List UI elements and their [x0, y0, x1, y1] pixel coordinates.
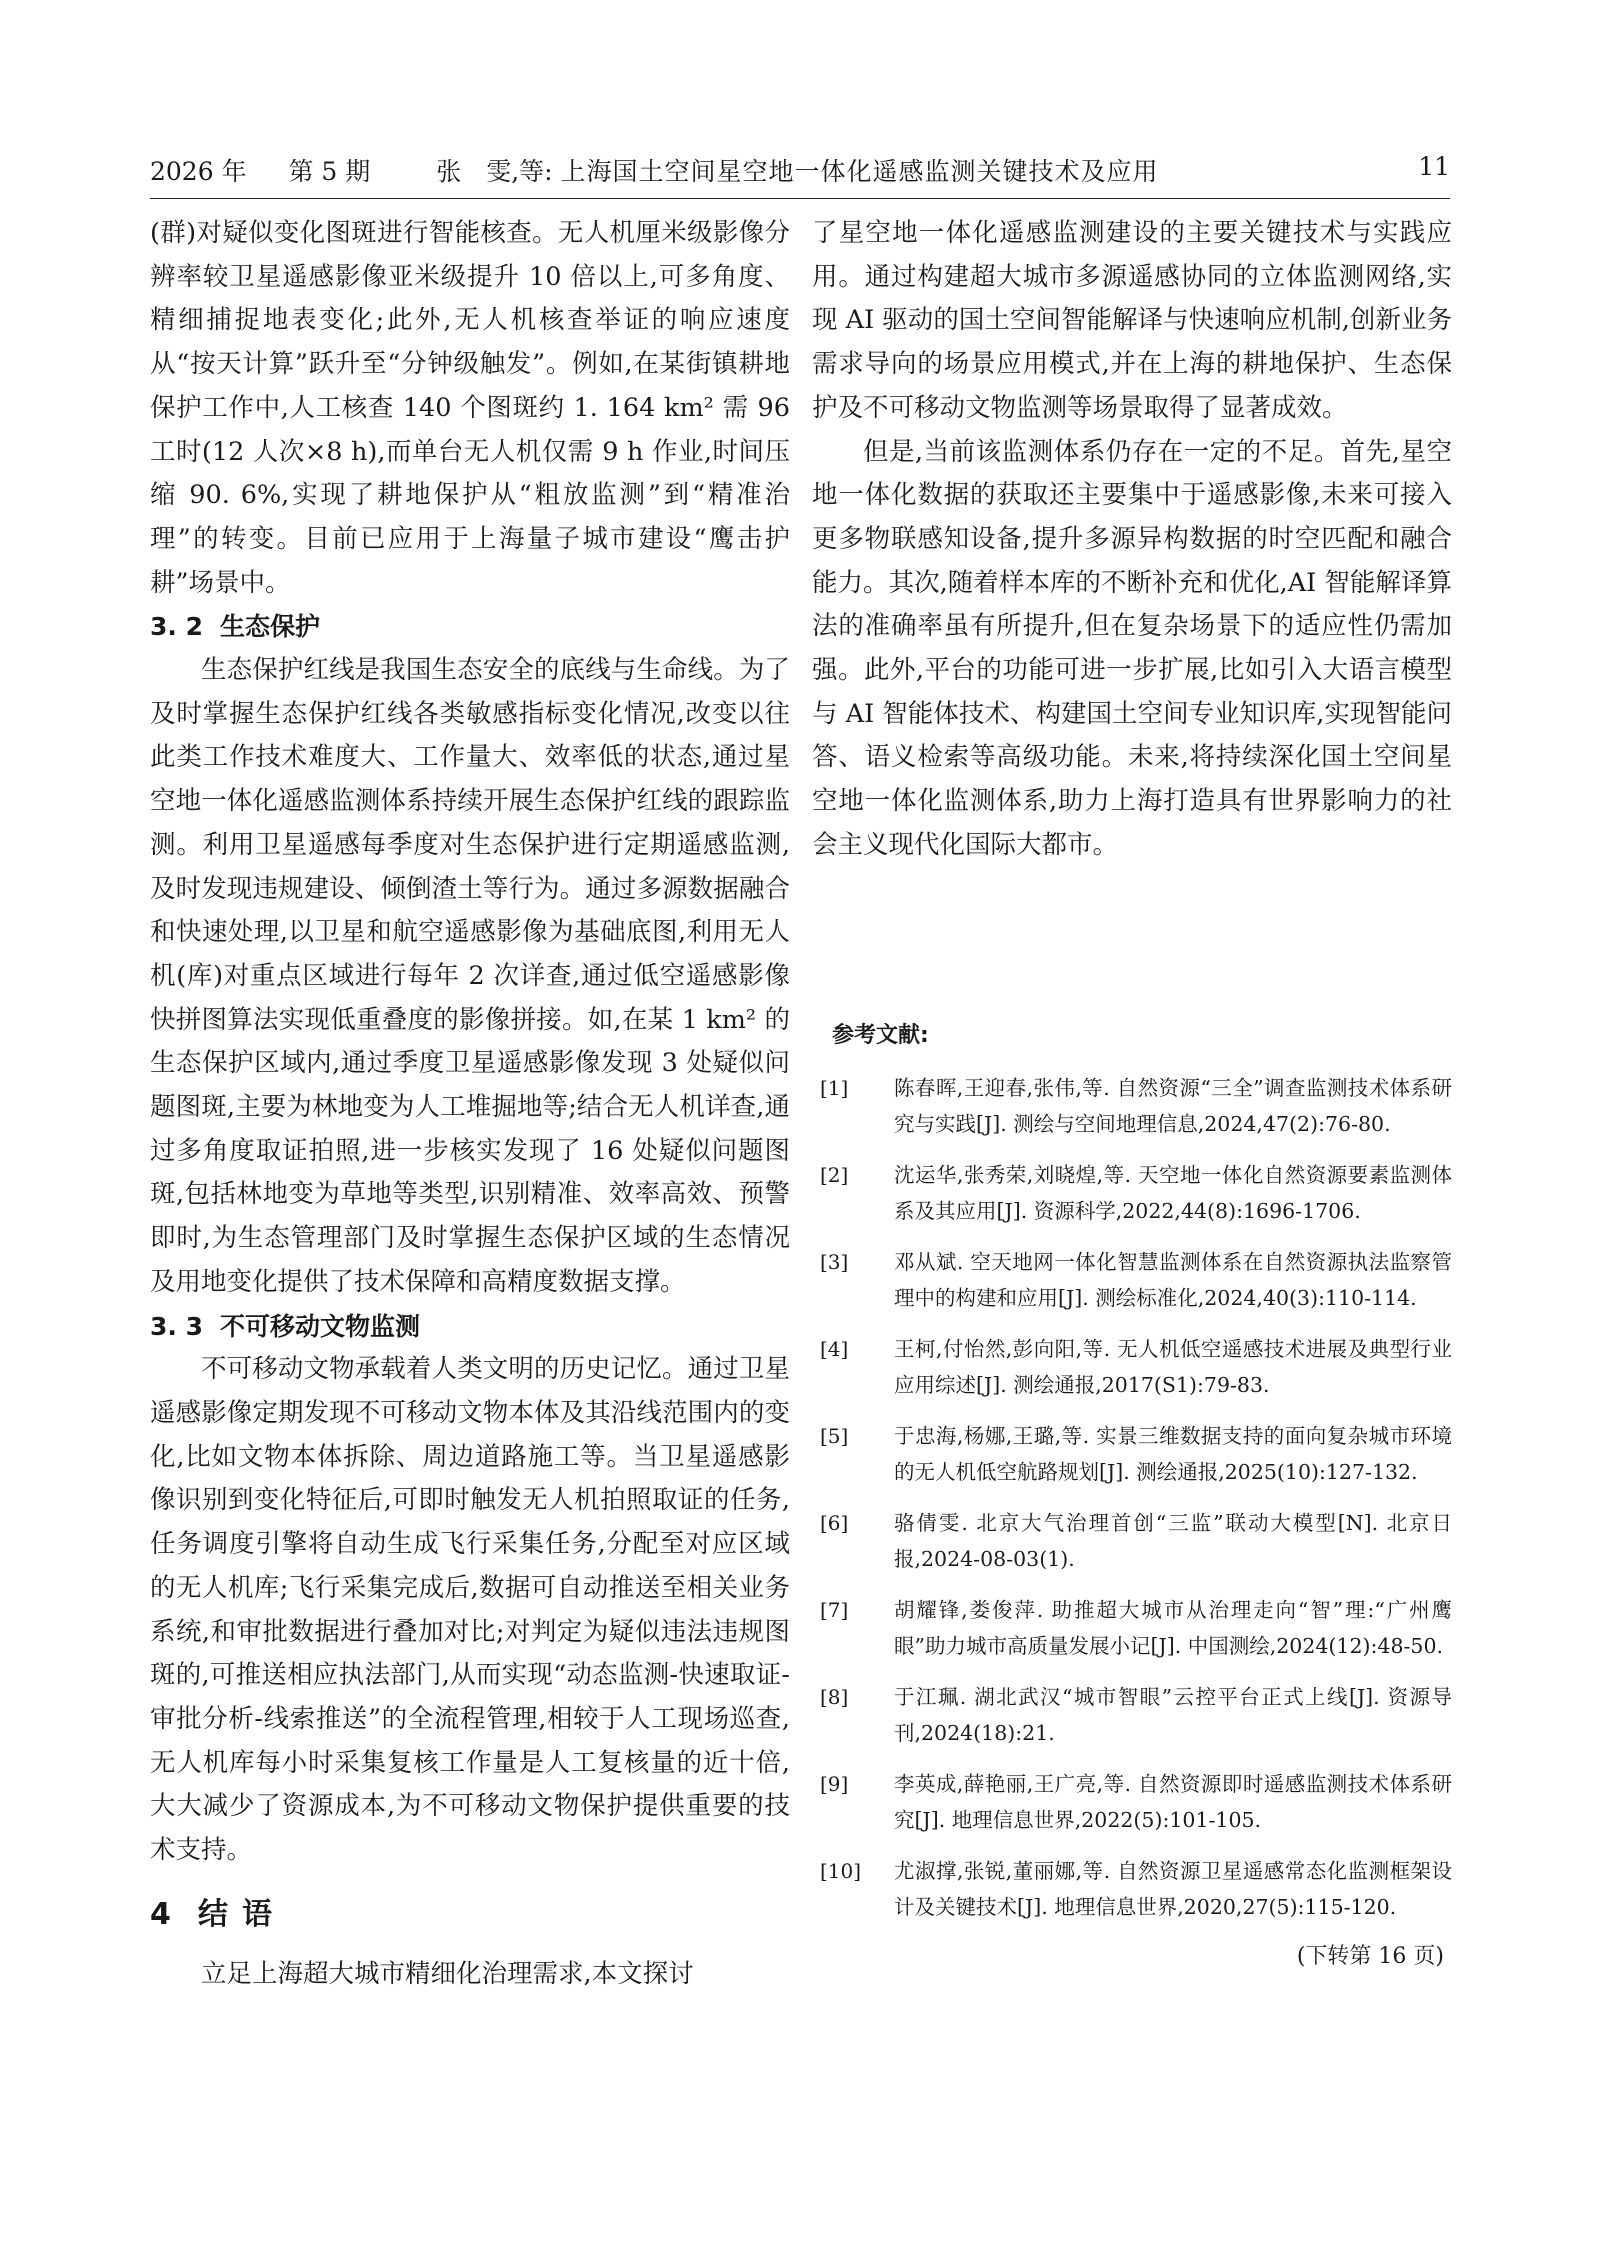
- reference-item: [812, 1592, 1452, 1664]
- paragraph-relics: 不可移动文物承载着人类文明的历史记忆。通过卫星遥感影像定期发现不可移动文物本体及其沿线范围内的变化,比如文物本体拆除、周边道路施工等。当卫星遥感影像识别到变化特征后,可即时触发无人机拍照取证的任务,任务调度引擎将自动生成飞行采集任务,分配至对应区域的无人机库;飞行采集完成后,数据可自动推送至相关业务系统,和审批数据进行叠加对比;对判定为疑似违法违规图斑的,可推送相应执法部门,从而实现“动态监测-快速取证-审批分析-线索推送”的全流程管理,相较于人工现场巡查,无人机库每小时采集复核工作量是人工复核量的近十倍,大大减少了资源成本,为不可移动文物保护提供重要的技术支持。: [150, 1354, 790, 1866]
- header-rule: [150, 198, 1450, 199]
- reference-text: 王柯,付怡然,彭向阳,等. 无人机低空遥感技术进展及典型行业应用综述[J]. 测绘通报,2017(S1):79-83.: [894, 1337, 1452, 1397]
- reference-item: [812, 1244, 1452, 1316]
- section-4-heading: [150, 1893, 790, 1937]
- references-heading: 参考文献:: [832, 1023, 929, 1048]
- section-4-number: 4: [150, 1896, 171, 1932]
- reference-item: [812, 1679, 1452, 1751]
- section-3-2-number: 3. 2: [150, 612, 203, 642]
- reference-item: [812, 1853, 1452, 1925]
- reference-text: 尤淑撑,张锐,董丽娜,等. 自然资源卫星遥感常态化监测框架设计及关键技术[J]. 地理信息世界,2020,27(5):115-120.: [894, 1859, 1452, 1919]
- section-3-3-number: 3. 3: [150, 1311, 203, 1341]
- paragraph-farmland: (群)对疑似变化图斑进行智能核查。无人机厘米级影像分辨率较卫星遥感影像亚米级提升 10 倍以上,可多角度、精细捕捉地表变化;此外,无人机核查举证的响应速度从“按天计算”跃升至“分钟级触发”。例如,在某街镇耕地保护工作中,人工核查 140 个图斑约 1. 164 km² 需 96 工时(12 人次×8 h),而单台无人机仅需 9 h 作业,时间压缩 90. 6%,实现了耕地保护从“粗放监测”到“精准治理”的转变。目前已应用于上海量子城市建设“鹰击护耕”场景中。: [150, 218, 790, 598]
- header-issue: 第 5 期: [288, 157, 371, 186]
- reference-item: [812, 1331, 1452, 1403]
- right-column: [812, 212, 1452, 868]
- reference-text: 于忠海,杨娜,王璐,等. 实景三维数据支持的面向复杂城市环境的无人机低空航路规划[J]. 测绘通报,2025(10):127-132.: [894, 1424, 1452, 1484]
- reference-text: 邓从斌. 空天地网一体化智慧监测体系在自然资源执法监察管理中的构建和应用[J]. 测绘标准化,2024,40(3):110-114.: [894, 1250, 1452, 1310]
- paragraph-limitations: 但是,当前该监测体系仍存在一定的不足。首先,星空地一体化数据的获取还主要集中于遥感影像,未来可接入更多物联感知设备,提升多源异构数据的时空匹配和融合能力。其次,随着样本库的不断补充和优化,AI 智能解译算法的准确率虽有所提升,但在复杂场景下的适应性仍需加强。此外,平台的功能可进一步扩展,比如引入大语言模型与 AI 智能体技术、构建国土空间专业知识库,实现智能问答、语义检索等高级功能。未来,将持续深化国土空间星空地一体化监测体系,助力上海打造具有世界影响力的社会主义现代化国际大都市。: [812, 436, 1452, 860]
- section-3-3-heading: [150, 1305, 790, 1349]
- reference-number: [9]: [820, 1772, 849, 1796]
- reference-number: [4]: [820, 1337, 849, 1361]
- header-page-number: 11: [1418, 152, 1450, 181]
- reference-text: 于江珮. 湖北武汉“城市智眼”云控平台正式上线[J]. 资源导刊,2024(18):21.: [894, 1685, 1452, 1745]
- reference-number: [8]: [820, 1685, 849, 1709]
- reference-item: [812, 1157, 1452, 1229]
- section-3-2-heading: [150, 605, 790, 649]
- paragraph-conclusion-start: 立足上海超大城市精细化治理需求,本文探讨: [201, 1958, 694, 1989]
- reference-text: 胡耀锋,娄俊萍. 助推超大城市从治理走向“智”理:“广州鹰眼”助力城市高质量发展小记[J]. 中国测绘,2024(12):48-50.: [894, 1598, 1452, 1658]
- reference-item: [812, 1418, 1452, 1490]
- reference-text: 沈运华,张秀荣,刘晓煌,等. 天空地一体化自然资源要素监测体系及其应用[J]. 资源科学,2022,44(8):1696-1706.: [894, 1163, 1452, 1223]
- reference-number: [10]: [820, 1859, 862, 1883]
- continued-note: (下转第 16 页): [1296, 1944, 1444, 1969]
- reference-text: 李英成,薛艳丽,王广亮,等. 自然资源即时遥感监测技术体系研究[J]. 地理信息世界,2022(5):101-105.: [894, 1772, 1452, 1832]
- reference-item: [812, 1505, 1452, 1577]
- reference-number: [7]: [820, 1598, 849, 1622]
- references-section: [812, 1020, 1452, 1974]
- reference-number: [6]: [820, 1511, 849, 1535]
- reference-number: [2]: [820, 1163, 849, 1187]
- header-left: [150, 152, 1159, 188]
- header-authors: 张 雯,等:: [436, 157, 553, 186]
- reference-text: 陈春晖,王迎春,张伟,等. 自然资源“三全”调查监测技术体系研究与实践[J]. 测绘与空间地理信息,2024,47(2):76-80.: [894, 1076, 1452, 1136]
- running-header: [150, 146, 1450, 196]
- reference-item: [812, 1766, 1452, 1838]
- header-year: 2026 年: [150, 157, 247, 186]
- section-3-2-title: 生态保护: [220, 612, 321, 642]
- reference-list: [812, 1070, 1452, 1925]
- left-column: [150, 212, 790, 1996]
- section-4-title: 结语: [198, 1896, 286, 1932]
- reference-number: [5]: [820, 1424, 849, 1448]
- reference-item: [812, 1070, 1452, 1142]
- paragraph-conclusion-cont: 了星空地一体化遥感监测建设的主要关键技术与实践应用。通过构建超大城市多源遥感协同的立体监测网络,实现 AI 驱动的国土空间智能解译与快速响应机制,创新业务需求导向的场景应用模式,并在上海的耕地保护、生态保护及不可移动文物监测等场景取得了显著成效。: [812, 218, 1452, 423]
- reference-number: [3]: [820, 1250, 849, 1274]
- header-title: 上海国土空间星空地一体化遥感监测关键技术及应用: [560, 157, 1159, 186]
- paragraph-ecology: 生态保护红线是我国生态安全的底线与生命线。为了及时掌握生态保护红线各类敏感指标变化情况,改变以往此类工作技术难度大、工作量大、效率低的状态,通过星空地一体化遥感监测体系持续开展生态保护红线的跟踪监测。利用卫星遥感每季度对生态保护进行定期遥感监测,及时发现违规建设、倾倒渣土等行为。通过多源数据融合和快速处理,以卫星和航空遥感影像为基础底图,利用无人机(库)对重点区域进行每年 2 次详查,通过低空遥感影像快拼图算法实现低重叠度的影像拼接。如,在某 1 km² 的生态保护区域内,通过季度卫星遥感影像发现 3 处疑似问题图斑,主要为林地变为人工堆掘地等;结合无人机详查,通过多角度取证拍照,进一步核实发现了 16 处疑似问题图斑,包括林地变为草地等类型,识别精准、效率高效、预警即时,为生态管理部门及时掌握生态保护区域的生态情况及用地变化提供了技术保障和高精度数据支撑。: [150, 655, 790, 1297]
- reference-number: [1]: [820, 1076, 849, 1100]
- reference-text: 骆倩雯. 北京大气治理首创“三监”联动大模型[N]. 北京日报,2024-08-03(1).: [894, 1511, 1452, 1571]
- section-3-3-title: 不可移动文物监测: [220, 1311, 421, 1341]
